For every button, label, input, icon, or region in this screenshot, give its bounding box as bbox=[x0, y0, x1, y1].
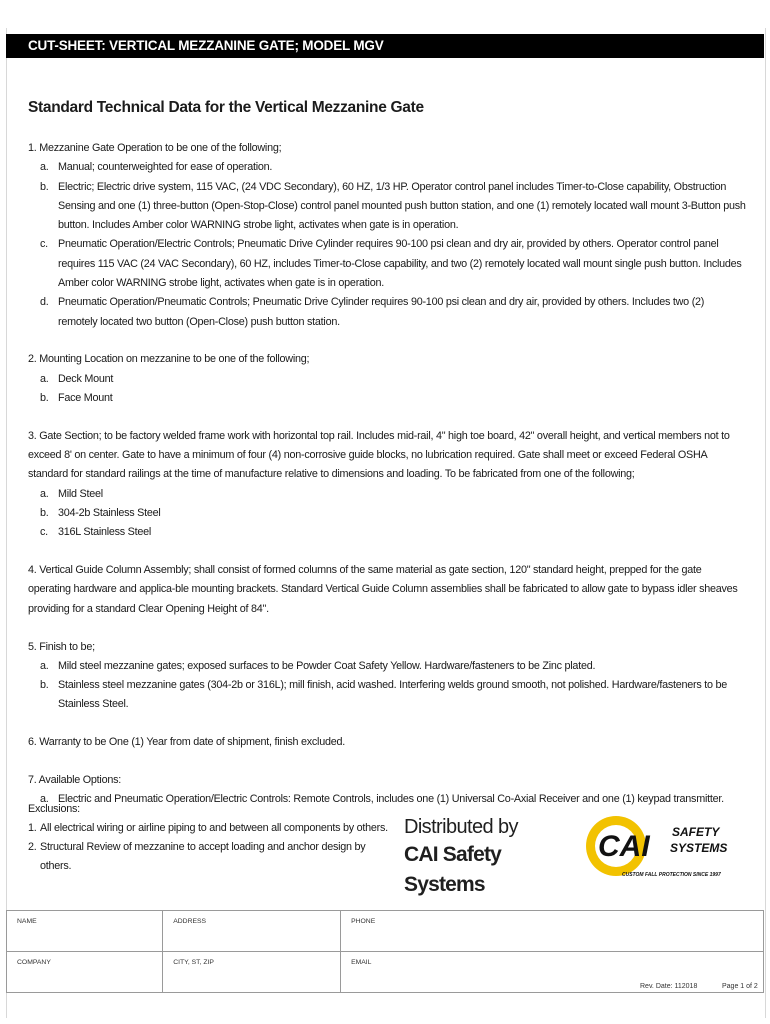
exclusion-item-text: Structural Review of mezzanine to accept loading and anchor design by others. bbox=[40, 841, 366, 872]
spec-sub-item bbox=[28, 370, 746, 389]
spec-sub-item-label: b. bbox=[40, 507, 49, 520]
exclusions-block bbox=[28, 800, 388, 876]
exclusion-item bbox=[28, 819, 388, 838]
spec-sub-item-text: Manual; counterweighted for ease of operation. bbox=[58, 161, 273, 174]
spec-sub-item-text: Deck Mount bbox=[58, 372, 114, 385]
spec-sub-item-text: 316L Stainless Steel bbox=[58, 526, 152, 539]
spec-section-heading: 7. Available Options: bbox=[28, 774, 121, 787]
spec-sub-item-text: Face Mount bbox=[58, 392, 113, 405]
spec-section-heading: 4. Vertical Guide Column Assembly; shall consist of formed columns of the same material as gate section, 120" standard height, prepped for the gate operating hardware and applica-ble mounting brackets. Standard Vertical Guide Column assemblies shall be fabricated to allow gate to bypass idler sheaves providing for a standard Clear Opening Height of 84". bbox=[28, 564, 738, 615]
spec-section bbox=[28, 139, 746, 332]
form-field-phone[interactable]: PHONE bbox=[341, 911, 764, 952]
logo-cai-text: CAI bbox=[598, 830, 650, 863]
spec-sub-item bbox=[28, 523, 746, 542]
spec-section bbox=[28, 733, 746, 752]
exclusion-item bbox=[28, 838, 388, 876]
spec-section bbox=[28, 350, 746, 408]
spec-sub-item-text: Mild steel mezzanine gates; exposed surfaces to be Powder Coat Safety Yellow. Hardware/fasteners to be Zinc plated. bbox=[58, 659, 596, 672]
spec-sub-item bbox=[28, 178, 746, 236]
spec-sub-item-text: Electric and Pneumatic Operation/Electric Controls: Remote Controls, includes one (1) Universal Co-Axial Receiver and one (1) keypad transmitter. bbox=[58, 793, 724, 806]
spec-sub-item-text: Stainless steel mezzanine gates (304-2b or 316L); mill finish, acid washed. Interfering welds ground smooth, not polished. Hardware/fasteners to be Stainless Steel. bbox=[58, 679, 728, 711]
spec-sub-item-text: Pneumatic Operation/Pneumatic Controls; Pneumatic Drive Cylinder requires 90-100 psi clean and dry air, provided by others. Includes two (2) remotely located two button (Open-Close) push button station. bbox=[58, 296, 705, 328]
spec-section-heading: 2. Mounting Location on mezzanine to be one of the following; bbox=[28, 353, 310, 366]
spec-section-heading: 5. Finish to be; bbox=[28, 640, 95, 653]
spec-sub-item-label: a. bbox=[40, 372, 49, 385]
spec-sub-item-text: 304-2b Stainless Steel bbox=[58, 507, 161, 520]
exclusion-item-label: 2. bbox=[28, 841, 37, 853]
spec-sub-item bbox=[28, 485, 746, 504]
spec-section bbox=[28, 427, 746, 543]
spec-sub-item-text: Electric; Electric drive system, 115 VAC, (24 VDC Secondary), 60 HZ, 1/3 HP. Operator control panel includes Timer-to-Close capability, Obstruction Sensing and one (1) three-button (Open-Stop-Close) control panel mounted push button station, and one (1) remotely located wall mount 3-Button push button. Includes Amber color WARNING strobe light, activates when gate is in operation. bbox=[58, 180, 746, 232]
spec-sub-item bbox=[28, 504, 746, 523]
logo-tagline: CUSTOM FALL PROTECTION SINCE 1997 bbox=[622, 872, 721, 878]
logo-safety-text: SAFETY bbox=[672, 825, 720, 839]
spec-sub-item-label: b. bbox=[40, 392, 49, 405]
form-field-address[interactable]: ADDRESS bbox=[163, 911, 341, 952]
spec-sub-item-label: a. bbox=[40, 161, 49, 174]
distributed-by-label: Distributed by bbox=[404, 816, 518, 838]
spec-sub-item bbox=[28, 235, 746, 293]
spec-section-heading: 3. Gate Section; to be factory welded frame work with horizontal top rail. Includes mid-rail, 4" high toe board, 42" overall height, and vertical members not to exceed 8' on center. Gate to have a minimum of four (4) non-corrosive guide blocks, no lubrication required. Gate shall meet or exceed Federal OSHA standard for standard railings at the time of manufacture relative to dimensions and loading. To be fabricated from one of the following; bbox=[28, 429, 730, 481]
spec-section-heading: 6. Warranty to be One (1) Year from date of shipment, finish excluded. bbox=[28, 736, 345, 749]
form-row bbox=[7, 911, 764, 952]
spec-sub-item-label: c. bbox=[40, 526, 48, 539]
spec-sub-item-label: b. bbox=[40, 180, 49, 193]
cut-sheet-header: CUT-SHEET: VERTICAL MEZZANINE GATE; MODEL MGV bbox=[6, 34, 764, 58]
spec-sub-item bbox=[28, 293, 746, 332]
spec-section-heading: 1. Mezzanine Gate Operation to be one of the following; bbox=[28, 142, 282, 154]
spec-sub-item bbox=[28, 657, 746, 676]
spec-sub-item-text: Pneumatic Operation/Electric Controls; Pneumatic Drive Cylinder requires 90-100 psi clean and dry air, provided by others. Operator control panel requires 115 VAC (24 VAC Secondary), 60 HZ, includes Timer-to-Close capability, and two (2) remotely located wall mount single push button. Includes Amber color WARNING strobe light, activates when gate is in operation. bbox=[58, 238, 742, 290]
exclusions-title: Exclusions: bbox=[28, 803, 80, 815]
spec-sub-item-text: Mild Steel bbox=[58, 487, 103, 500]
form-field-name[interactable]: NAME bbox=[7, 911, 163, 952]
spec-sub-item bbox=[28, 158, 746, 177]
form-field-city-st-zip[interactable]: CITY, ST, ZIP bbox=[163, 952, 341, 993]
cai-safety-systems-logo bbox=[580, 812, 728, 884]
page-number: Page 1 of 2 bbox=[722, 983, 758, 990]
spec-section bbox=[28, 561, 746, 619]
spec-sub-item-label: a. bbox=[40, 487, 49, 500]
form-field-company[interactable]: COMPANY bbox=[7, 952, 163, 993]
spec-sub-item bbox=[28, 389, 746, 408]
contact-form-table bbox=[6, 910, 764, 993]
document-title: Standard Technical Data for the Vertical Mezzanine Gate bbox=[28, 99, 424, 116]
spec-sub-item-label: d. bbox=[40, 296, 49, 309]
logo-systems-text: SYSTEMS bbox=[670, 841, 728, 855]
spec-sub-item-label: a. bbox=[40, 659, 49, 672]
form-field-email[interactable]: EMAIL bbox=[341, 952, 764, 993]
revision-date: Rev. Date: 112018 bbox=[640, 983, 698, 990]
distributor-name: CAI Safety Systems bbox=[404, 843, 502, 896]
spec-content bbox=[28, 139, 746, 828]
spec-sub-item-label: c. bbox=[40, 238, 48, 251]
distributed-by-block bbox=[404, 814, 574, 900]
spec-sub-item-label: a. bbox=[40, 793, 49, 806]
spec-section bbox=[28, 638, 746, 715]
spec-sub-item bbox=[28, 676, 746, 715]
spec-sub-item-label: b. bbox=[40, 679, 49, 692]
exclusion-item-label: 1. bbox=[28, 822, 37, 834]
exclusion-item-text: All electrical wiring or airline piping to and between all components by others. bbox=[40, 822, 388, 834]
